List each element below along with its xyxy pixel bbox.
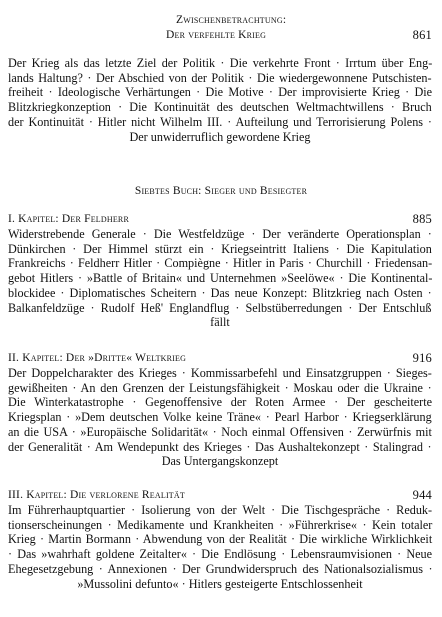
summary-line: fällt xyxy=(210,315,230,330)
summary-line: gewißheiten · An den Grenzen der Leistungsfähigkeit · Moskau oder die Ukraine · xyxy=(8,380,432,395)
summary-line: an die USA · »Europäische Solidarität« · Noch einmal Offensiven · Zerwürfnis mit xyxy=(8,424,432,439)
summary-line: Balkanfeldzüge · Rudolf Heß' Englandflug · Selbstüberredungen · Der Entschluß xyxy=(8,300,432,315)
summary-line: der Kontinuität · Hitler nicht Wilhelm III. · Aufteilung und Terrorisierung Polens · xyxy=(8,114,432,129)
summary-line: Kriegsplan · »Dem deutschen Volke keine Träne« · Pearl Harbor · Kriegserklärung xyxy=(8,410,432,425)
summary-line: Im Führerhauptquartier · Isolierung von der Welt · Die Tischgespräche · Reduk- xyxy=(8,503,433,517)
summary-line: lands Haltung? · Der Abschied von der Politik · Die wiedergewonnene Putschisten- xyxy=(8,70,432,85)
intermezzo-title-line2: Der verfehlte Krieg xyxy=(166,29,267,41)
intermezzo-section xyxy=(0,13,442,144)
book-title: Siebtes Buch: Sieger und Besiegter xyxy=(134,185,308,197)
chapter-3-summary xyxy=(0,503,442,591)
summary-line: Die Winterkatastrophe · Gegenoffensive der Roten Armee · Der gescheiterte xyxy=(8,395,433,410)
chapter-1-section xyxy=(0,212,442,330)
summary-line: Das Untergangskonzept xyxy=(161,454,279,469)
chapter-3-page-number: 944 xyxy=(412,488,432,502)
summary-line: »Mussolini defunto« · Hitlers gesteigerte Entschlossenheit xyxy=(77,576,363,591)
summary-line: Der unwiderruflich gewordene Krieg xyxy=(129,129,311,144)
intermezzo-summary xyxy=(0,56,442,144)
intermezzo-heading-row xyxy=(0,13,442,28)
chapter-1-heading-row xyxy=(0,212,442,227)
summary-line: Widerstrebende Generale · Die Westfeldzüge · Der veränderte Operationsplan · xyxy=(8,227,432,241)
summary-line: Frankreichs · Feldherr Hitler · Compiègne · Hitler in Paris · Churchill · Friedensan- xyxy=(8,256,433,271)
intermezzo-heading-row-2 xyxy=(0,28,442,43)
chapter-2-summary xyxy=(0,366,442,469)
chapter-3-title: III. Kapitel: Die verlorene Realität xyxy=(8,489,185,501)
summary-line: · Das »wahrhaft goldene Zeitalter« · Die Endlösung · Lebensraumvisionen · Neue xyxy=(8,547,433,562)
chapter-2-page-number: 916 xyxy=(412,351,432,365)
summary-line: Krieg · Martin Bormann · Abwendung von der Realität · Die wirkliche Wirklichkeit xyxy=(8,532,433,547)
chapter-2-title: II. Kapitel: Der »Dritte« Weltkrieg xyxy=(8,352,187,364)
summary-line: blockidee · Diplomatisches Scheitern · Das neue Konzept: Blitzkrieg nach Osten · xyxy=(8,285,432,300)
intermezzo-page-number: 861 xyxy=(412,28,432,42)
summary-line: gebot Hitlers · »Battle of Britain« und Unternehmen »Seelöwe« · Die Kontinental- xyxy=(8,271,433,286)
summary-line: freiheit · Ideologische Verhärtungen · Die Motive · Der improvisierte Krieg · Die xyxy=(8,85,433,100)
chapter-3-heading-row xyxy=(0,488,442,503)
intermezzo-title-line1: Zwischenbetrachtung: xyxy=(176,14,287,26)
chapter-2-heading-row xyxy=(0,351,442,366)
summary-line: Der Doppelcharakter des Krieges · Kommissarbefehl und Einsatzgruppen · Sieges- xyxy=(8,366,432,380)
book-heading xyxy=(0,184,442,199)
chapter-1-summary xyxy=(0,227,442,330)
summary-line: Dünkirchen · Der Himmel stürzt ein · Kriegseintritt Italiens · Die Kapitulation xyxy=(8,241,432,256)
chapter-1-page-number: 885 xyxy=(412,212,432,226)
chapter-1-title: I. Kapitel: Der Feldherr xyxy=(8,213,129,225)
summary-line: Der Krieg als das letzte Ziel der Politik · Die verkehrte Front · Irrtum über Eng- xyxy=(8,56,433,70)
summary-line: Blitzkriegkonzeption · Die Kontinuität des deutschen Weltmachtwillens · Bruch xyxy=(8,100,432,115)
summary-line: der Generalität · Am Wendepunkt des Krieges · Das Aushaltekonzept · Stalingrad · xyxy=(8,439,432,454)
chapter-3-section xyxy=(0,488,442,591)
summary-line: Ehegesetzgebung · Annexionen · Der Grundwiderspruch des Nationalsozialismus · xyxy=(8,561,433,576)
summary-line: tionserscheinungen · Medikamente und Krankheiten · »Führerkrise« · Kein totaler xyxy=(8,517,433,532)
chapter-2-section xyxy=(0,351,442,469)
